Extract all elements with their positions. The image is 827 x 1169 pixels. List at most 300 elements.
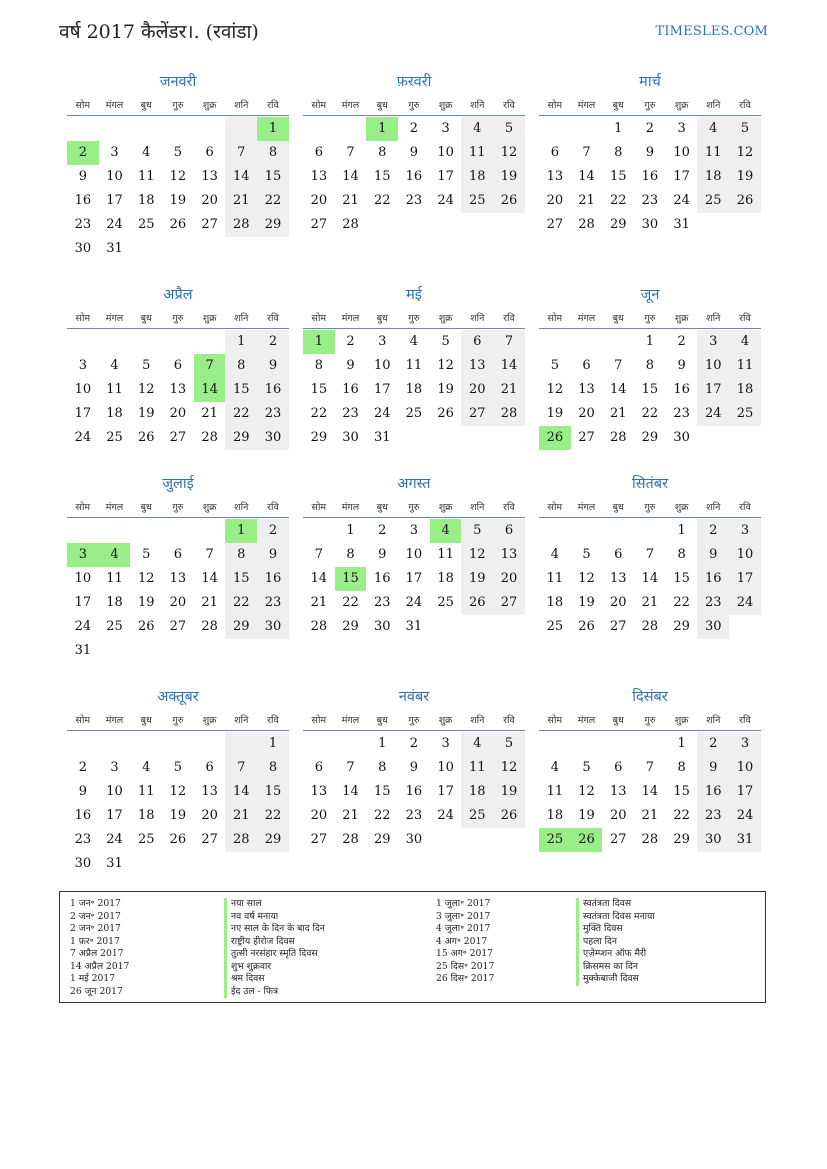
weekday-label: शुक्र — [438, 99, 453, 111]
day-cell: 22 — [225, 591, 257, 615]
day-cell: 3 — [78, 358, 87, 373]
day-cell: 30 — [697, 828, 729, 852]
day-cell: 24 — [106, 832, 123, 847]
day-cell: 5 — [142, 547, 151, 562]
weekday-label: मंगल — [577, 501, 596, 513]
day-cell: 31 — [405, 619, 423, 634]
day-cell: 28 — [342, 832, 359, 847]
weekday-label: शनि — [706, 714, 721, 726]
day-grid — [67, 330, 289, 450]
day-cell: 2 — [409, 736, 419, 751]
day-cell: 14 — [609, 382, 627, 397]
holiday-date: 4 जुला॰ 2017 — [436, 923, 491, 934]
weekday-label: सोम — [311, 501, 327, 513]
day-cell: 14 — [493, 354, 525, 378]
day-cell: 23 — [405, 808, 423, 823]
day-cell: 7 — [614, 358, 623, 373]
weekday-label: रवि — [503, 501, 515, 513]
holiday-date: 2 जन॰ 2017 — [70, 923, 121, 934]
weekday-label: बुध — [376, 99, 388, 111]
day-cell: 8 — [257, 756, 289, 780]
day-cell: 27 — [461, 402, 493, 426]
empty-day-cell — [99, 330, 131, 354]
day-cell: 28 — [342, 217, 359, 232]
day-cell: 13 — [609, 784, 627, 799]
weekday-header — [539, 306, 761, 329]
weekday-label: मंगल — [341, 99, 360, 111]
weekday-label: शनि — [706, 312, 721, 324]
day-cell: 14 — [225, 165, 257, 189]
day-cell: 21 — [342, 808, 359, 823]
day-cell: 4 — [142, 760, 151, 775]
empty-day-cell — [602, 519, 634, 543]
day-cell: 23 — [697, 804, 729, 828]
holiday-day-cell: 7 — [194, 354, 226, 378]
holiday-dates-column-1 — [70, 898, 129, 998]
day-cell: 8 — [346, 547, 355, 562]
holiday-day-cell: 1 — [257, 117, 289, 141]
empty-day-cell — [194, 732, 226, 756]
empty-day-cell — [162, 330, 194, 354]
day-cell: 18 — [405, 382, 423, 397]
day-cell: 5 — [550, 358, 559, 373]
day-cell: 9 — [78, 784, 87, 799]
day-cell: 8 — [378, 145, 387, 160]
day-cell: 7 — [205, 547, 214, 562]
day-cell: 6 — [614, 547, 623, 562]
day-cell: 6 — [173, 358, 183, 373]
day-cell: 15 — [257, 165, 289, 189]
day-cell: 8 — [677, 760, 686, 775]
empty-day-cell — [539, 117, 571, 141]
day-cell: 2 — [677, 334, 686, 349]
day-cell: 19 — [137, 595, 155, 610]
day-cell: 4 — [697, 117, 729, 141]
holiday-date: 4 अग॰ 2017 — [436, 935, 488, 947]
empty-day-cell — [634, 519, 666, 543]
day-cell: 4 — [409, 334, 419, 349]
day-cell: 24 — [106, 217, 123, 232]
day-cell: 28 — [493, 402, 525, 426]
day-cell: 20 — [609, 808, 627, 823]
day-cell: 27 — [609, 832, 627, 847]
day-cell: 17 — [106, 808, 123, 823]
month-calendar — [539, 687, 761, 887]
day-cell: 30 — [257, 615, 289, 639]
day-grid — [539, 117, 761, 237]
day-cell: 23 — [342, 406, 359, 421]
day-cell: 24 — [729, 591, 761, 615]
weekday-label: शुक्र — [438, 312, 453, 324]
day-cell: 5 — [493, 117, 525, 141]
empty-day-cell — [571, 117, 603, 141]
day-cell: 10 — [373, 358, 391, 373]
day-cell: 26 — [169, 217, 187, 232]
weekday-label: शुक्र — [202, 714, 217, 726]
empty-day-cell — [99, 117, 131, 141]
day-cell: 24 — [437, 193, 454, 208]
day-cell: 7 — [225, 756, 257, 780]
day-cell: 27 — [310, 832, 328, 847]
day-cell: 27 — [201, 832, 218, 847]
day-cell: 9 — [697, 756, 729, 780]
weekday-label: बुध — [612, 714, 624, 726]
day-cell: 13 — [201, 784, 218, 799]
day-cell: 23 — [74, 217, 92, 232]
day-cell: 29 — [373, 832, 391, 847]
day-cell: 25 — [697, 189, 729, 213]
holiday-name: एज़ेम्प्शन ऑफ मैरी — [576, 948, 655, 961]
day-cell: 14 — [310, 571, 328, 586]
day-cell: 20 — [201, 193, 218, 208]
holiday-name: ईद उल - फित्र — [224, 986, 325, 999]
month-calendar — [67, 72, 289, 285]
day-cell: 6 — [173, 547, 183, 562]
weekday-label: गुरु — [172, 501, 184, 513]
holiday-names-column-2 — [576, 898, 655, 986]
weekday-header — [67, 306, 289, 329]
day-cell: 14 — [201, 571, 218, 586]
day-cell: 20 — [201, 808, 218, 823]
day-cell: 1 — [645, 334, 655, 349]
day-cell: 19 — [493, 780, 525, 804]
day-cell: 11 — [437, 547, 454, 562]
empty-day-cell — [225, 732, 257, 756]
weekday-label: शनि — [234, 714, 249, 726]
empty-day-cell — [162, 732, 194, 756]
weekday-label: शुक्र — [674, 99, 689, 111]
site-brand-link[interactable]: TIMESLES.COM — [655, 24, 768, 39]
month-name: मार्च — [639, 74, 661, 90]
weekday-header — [67, 708, 289, 731]
day-cell: 21 — [493, 378, 525, 402]
day-cell: 26 — [137, 430, 155, 445]
day-cell: 7 — [346, 760, 355, 775]
day-cell: 22 — [673, 595, 690, 610]
day-cell: 20 — [461, 378, 493, 402]
day-cell: 5 — [729, 117, 761, 141]
day-cell: 15 — [225, 567, 257, 591]
day-cell: 27 — [609, 619, 627, 634]
page-title: वर्ष 2017 कैलेंडर।. (रवांडा) — [59, 21, 259, 43]
day-cell: 4 — [550, 547, 559, 562]
day-grid — [67, 732, 289, 876]
day-cell: 17 — [74, 406, 92, 421]
day-cell: 16 — [342, 382, 359, 397]
day-cell: 7 — [493, 330, 525, 354]
day-cell: 2 — [645, 121, 655, 136]
day-cell: 26 — [169, 832, 187, 847]
holiday-day-cell: 26 — [539, 426, 571, 450]
day-cell: 12 — [578, 784, 595, 799]
month-name: मई — [406, 287, 422, 303]
day-cell: 5 — [441, 334, 450, 349]
weekday-label: शुक्र — [202, 312, 217, 324]
day-cell: 1 — [257, 732, 289, 756]
weekday-label: रवि — [739, 99, 751, 111]
day-cell: 25 — [546, 619, 564, 634]
weekday-label: सोम — [75, 714, 91, 726]
day-cell: 12 — [137, 571, 155, 586]
weekday-label: शनि — [470, 99, 485, 111]
day-cell: 6 — [614, 760, 623, 775]
day-cell: 5 — [173, 145, 183, 160]
day-cell: 11 — [697, 141, 729, 165]
weekday-label: शुक्र — [674, 501, 689, 513]
empty-day-cell — [194, 117, 226, 141]
day-cell: 10 — [729, 756, 761, 780]
day-cell: 23 — [673, 406, 690, 421]
day-cell: 15 — [673, 784, 690, 799]
day-cell: 14 — [342, 784, 359, 799]
day-cell: 11 — [106, 571, 123, 586]
month-calendar — [539, 72, 761, 285]
weekday-label: रवि — [503, 312, 515, 324]
day-cell: 5 — [582, 760, 591, 775]
day-cell: 24 — [729, 804, 761, 828]
day-cell: 29 — [310, 430, 328, 445]
month-name: दिसंबर — [632, 689, 668, 705]
weekday-header — [539, 708, 761, 731]
day-cell: 12 — [437, 358, 454, 373]
empty-day-cell — [571, 519, 603, 543]
day-cell: 7 — [582, 145, 591, 160]
holiday-day-cell: 15 — [335, 567, 367, 591]
day-cell: 25 — [137, 217, 155, 232]
day-cell: 20 — [169, 406, 187, 421]
weekday-label: रवि — [739, 714, 751, 726]
day-cell: 10 — [405, 547, 423, 562]
weekday-label: शुक्र — [438, 714, 453, 726]
holiday-day-cell: 1 — [366, 117, 398, 141]
day-cell: 4 — [461, 117, 493, 141]
day-cell: 20 — [169, 595, 187, 610]
weekday-header — [539, 93, 761, 116]
weekday-label: गुरु — [172, 312, 184, 324]
day-cell: 13 — [169, 382, 187, 397]
holiday-date: 3 जुला॰ 2017 — [436, 910, 491, 922]
weekday-label: शुक्र — [202, 501, 217, 513]
day-cell: 15 — [373, 784, 391, 799]
day-cell: 26 — [461, 591, 493, 615]
weekday-label: रवि — [739, 501, 751, 513]
day-cell: 30 — [373, 619, 391, 634]
day-cell: 9 — [257, 354, 289, 378]
holiday-names-column-1 — [224, 898, 325, 998]
day-cell: 14 — [342, 169, 359, 184]
day-cell: 25 — [437, 595, 454, 610]
day-cell: 5 — [582, 547, 591, 562]
day-cell: 2 — [257, 519, 289, 543]
day-cell: 29 — [641, 430, 659, 445]
empty-day-cell — [67, 330, 99, 354]
day-cell: 18 — [461, 165, 493, 189]
empty-day-cell — [130, 732, 162, 756]
day-cell: 18 — [137, 193, 155, 208]
empty-day-cell — [303, 732, 335, 756]
day-cell: 19 — [493, 165, 525, 189]
day-cell: 31 — [106, 241, 123, 256]
weekday-label: शुक्र — [202, 99, 217, 111]
day-cell: 24 — [373, 406, 391, 421]
day-cell: 12 — [169, 169, 187, 184]
day-cell: 16 — [257, 567, 289, 591]
weekday-label: गुरु — [172, 714, 184, 726]
day-cell: 23 — [74, 832, 92, 847]
day-cell: 16 — [673, 382, 690, 397]
day-cell: 21 — [641, 595, 659, 610]
weekday-label: सोम — [547, 312, 563, 324]
weekday-label: मंगल — [577, 99, 596, 111]
weekday-label: शुक्र — [674, 312, 689, 324]
day-cell: 13 — [201, 169, 218, 184]
day-cell: 11 — [546, 784, 564, 799]
holiday-name: राष्ट्रीय हीरोज दिवस — [224, 936, 325, 949]
day-cell: 10 — [106, 784, 123, 799]
day-cell: 15 — [225, 378, 257, 402]
month-name: नवंबर — [398, 689, 430, 705]
day-cell: 15 — [373, 169, 391, 184]
weekday-label: सोम — [547, 714, 563, 726]
weekday-label: सोम — [547, 99, 563, 111]
weekday-header — [67, 93, 289, 116]
day-cell: 6 — [550, 145, 559, 160]
empty-day-cell — [335, 117, 367, 141]
day-cell: 10 — [437, 760, 454, 775]
month-calendar — [539, 474, 761, 687]
day-cell: 25 — [137, 832, 155, 847]
empty-day-cell — [99, 519, 131, 543]
day-cell: 10 — [74, 382, 92, 397]
day-cell: 23 — [697, 591, 729, 615]
holiday-name: स्वतंत्रता दिवस — [576, 898, 655, 911]
day-cell: 21 — [201, 595, 218, 610]
day-cell: 6 — [582, 358, 591, 373]
weekday-label: सोम — [311, 99, 327, 111]
day-cell: 18 — [106, 406, 123, 421]
day-cell: 4 — [461, 732, 493, 756]
holiday-day-cell: 3 — [67, 543, 99, 567]
day-cell: 13 — [169, 571, 187, 586]
day-grid — [539, 732, 761, 852]
weekday-label: शनि — [470, 714, 485, 726]
day-cell: 31 — [106, 856, 123, 871]
day-cell: 28 — [641, 832, 659, 847]
day-cell: 30 — [74, 856, 92, 871]
holiday-day-cell: 1 — [225, 519, 257, 543]
day-cell: 16 — [697, 780, 729, 804]
weekday-label: शनि — [470, 312, 485, 324]
day-cell: 7 — [314, 547, 323, 562]
day-cell: 19 — [546, 406, 564, 421]
weekday-header — [303, 708, 525, 731]
day-cell: 18 — [137, 808, 155, 823]
day-cell: 21 — [609, 406, 627, 421]
weekday-label: रवि — [503, 99, 515, 111]
weekday-label: गुरु — [644, 501, 656, 513]
day-grid — [303, 330, 525, 450]
empty-day-cell — [571, 732, 603, 756]
month-name: अक्तूबर — [157, 689, 199, 705]
day-cell: 1 — [225, 330, 257, 354]
day-cell: 27 — [546, 217, 564, 232]
day-cell: 19 — [578, 808, 595, 823]
day-cell: 17 — [729, 567, 761, 591]
day-cell: 8 — [225, 543, 257, 567]
empty-day-cell — [194, 519, 226, 543]
day-cell: 18 — [546, 595, 564, 610]
day-cell: 24 — [74, 430, 92, 445]
holiday-day-cell: 1 — [303, 330, 335, 354]
weekday-label: मंगल — [105, 714, 124, 726]
day-cell: 3 — [110, 145, 119, 160]
month-name: फ़रवरी — [396, 74, 432, 90]
month-name: जुलाई — [162, 476, 194, 492]
day-cell: 23 — [257, 591, 289, 615]
day-cell: 19 — [137, 406, 155, 421]
holiday-name: श्रम दिवस — [224, 973, 325, 986]
holiday-date: 25 दिस॰ 2017 — [436, 960, 495, 972]
weekday-label: बुध — [140, 99, 152, 111]
day-cell: 8 — [677, 547, 686, 562]
weekday-label: गुरु — [408, 501, 420, 513]
day-cell: 25 — [729, 402, 761, 426]
holiday-day-cell: 14 — [194, 378, 226, 402]
day-cell: 30 — [641, 217, 659, 232]
day-cell: 22 — [609, 193, 627, 208]
weekday-label: गुरु — [644, 312, 656, 324]
month-name: अगस्त — [397, 476, 431, 492]
month-calendar — [303, 474, 525, 687]
day-cell: 9 — [645, 145, 655, 160]
weekday-label: मंगल — [105, 99, 124, 111]
weekday-label: सोम — [75, 501, 91, 513]
day-cell: 8 — [225, 354, 257, 378]
day-cell: 8 — [378, 760, 387, 775]
day-cell: 28 — [225, 828, 257, 852]
day-cell: 26 — [578, 619, 595, 634]
day-cell: 21 — [310, 595, 328, 610]
day-cell: 15 — [641, 382, 659, 397]
day-cell: 20 — [310, 193, 328, 208]
day-cell: 3 — [110, 760, 119, 775]
day-cell: 31 — [373, 430, 391, 445]
day-cell: 11 — [461, 141, 493, 165]
day-cell: 18 — [461, 780, 493, 804]
weekday-label: बुध — [376, 501, 388, 513]
day-grid — [539, 330, 761, 450]
weekday-label: सोम — [75, 99, 91, 111]
empty-day-cell — [130, 117, 162, 141]
day-cell: 27 — [169, 619, 187, 634]
month-calendar — [67, 687, 289, 887]
day-cell: 4 — [550, 760, 559, 775]
day-cell: 21 — [225, 189, 257, 213]
weekday-label: रवि — [267, 714, 279, 726]
day-cell: 24 — [437, 808, 454, 823]
day-cell: 20 — [310, 808, 328, 823]
day-grid — [67, 117, 289, 261]
day-cell: 17 — [697, 378, 729, 402]
day-cell: 11 — [137, 784, 155, 799]
empty-day-cell — [602, 330, 634, 354]
day-cell: 21 — [578, 193, 595, 208]
day-cell: 18 — [437, 571, 454, 586]
day-cell: 9 — [409, 760, 419, 775]
month-calendar — [67, 285, 289, 474]
day-cell: 17 — [673, 169, 690, 184]
weekday-header — [539, 495, 761, 518]
